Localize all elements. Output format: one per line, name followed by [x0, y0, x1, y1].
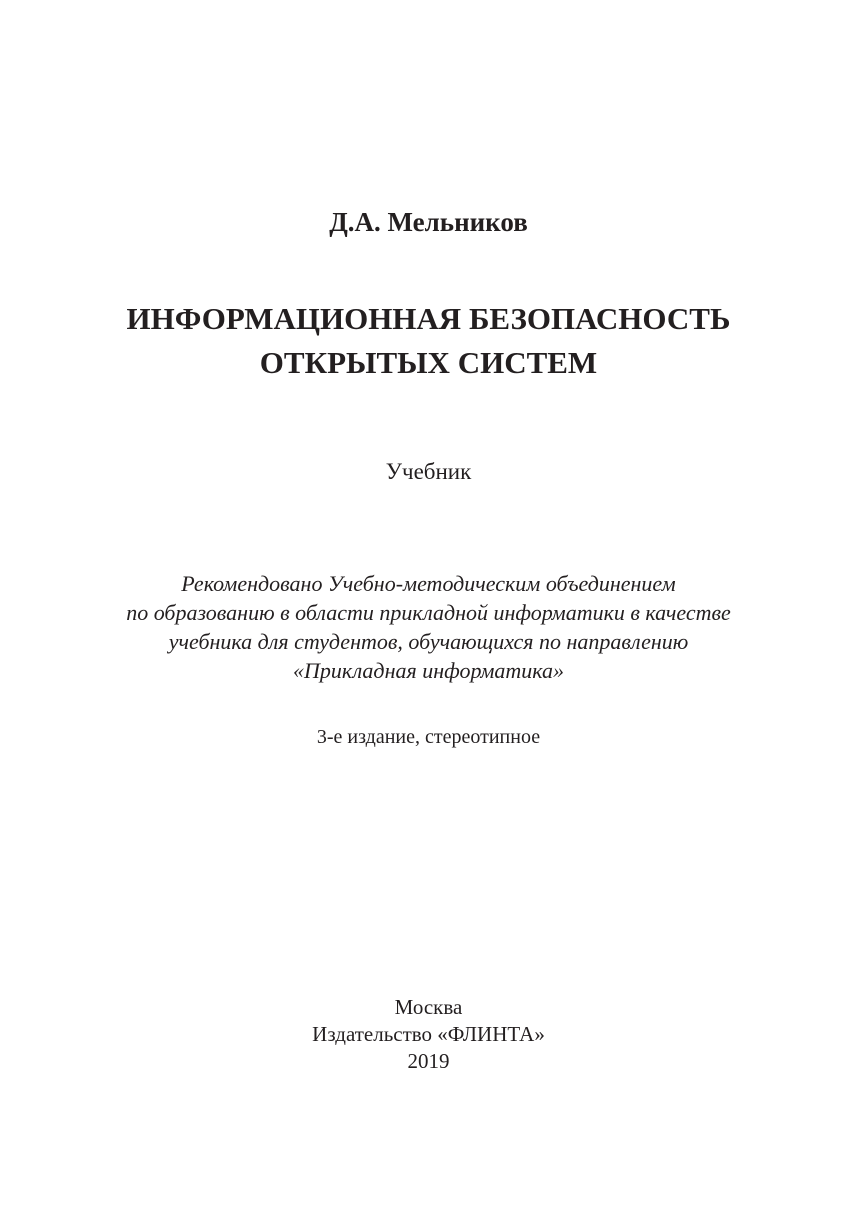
edition-info: 3-е издание, стереотипное — [316, 726, 541, 748]
book-genre: Учебник — [385, 459, 472, 484]
imprint-year: 2019 — [407, 1049, 450, 1073]
imprint — [0, 994, 857, 1075]
author-name: Д.А. Мельников — [329, 207, 528, 237]
book-title-line-1: ИНФОРМАЦИОННАЯ БЕЗОПАСНОСТЬ — [126, 301, 731, 336]
book-title — [0, 297, 857, 385]
imprint-city: Москва — [394, 995, 463, 1019]
recommendation-line-4: «Прикладная информатика» — [292, 658, 565, 683]
book-title-line-2: ОТКРЫТЫХ СИСТЕМ — [259, 345, 598, 380]
recommendation-line-1: Рекомендовано Учебно-методическим объединением — [181, 571, 676, 596]
imprint-publisher: Издательство «ФЛИНТА» — [312, 1022, 545, 1046]
recommendation-line-2: по образованию в области прикладной информатики в качестве — [126, 600, 731, 625]
recommendation-line-3: учебника для студентов, обучающихся по направлению — [168, 629, 689, 654]
recommendation-note — [0, 569, 857, 685]
